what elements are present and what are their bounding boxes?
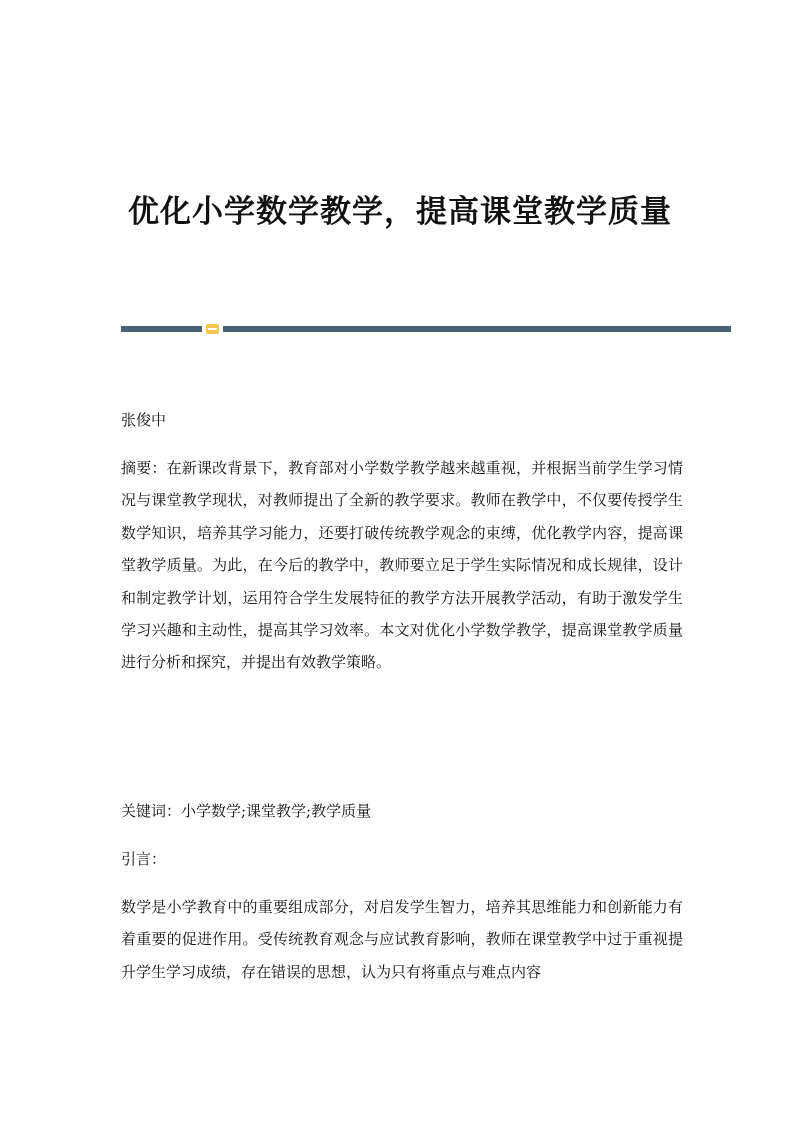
keywords-line: 关键词：小学数学;课堂教学;教学质量 bbox=[121, 802, 372, 820]
intro-paragraph: 数学是小学教育中的重要组成部分，对启发学生智力，培养其思维能力和创新能力有着重要的促进作用。受传统教育观念与应试教育影响，教师在课堂教学中过于重视提升学生学习成绩，存在错误的思想，认为只有将重点与难点内容 bbox=[121, 898, 683, 981]
intro-heading: 引言： bbox=[121, 850, 167, 868]
author-name: 张俊中 bbox=[121, 411, 167, 429]
divider-bar-left bbox=[121, 326, 202, 332]
abstract-paragraph: 摘要：在新课改背景下，教育部对小学数学教学越来越重视，并根据当前学生学习情况与课堂教学现状，对教师提出了全新的教学要求。教师在教学中，不仅要传授学生数学知识，培养其学习能力，还要打破传统教学观念的束缚，优化教学内容，提高课堂教学质量。为此，在今后的教学中，教师要立足于学生实际情况和成长规律，设计和制定教学计划，运用符合学生发展特征的教学方法开展教学活动，有助于激发学生学习兴趣和主动性，提高其学习效率。本文对优化小学数学教学，提高课堂教学质量进行分析和探究，并提出有效教学策略。 bbox=[121, 459, 683, 672]
title-divider bbox=[121, 324, 731, 334]
divider-bar-right bbox=[223, 326, 731, 332]
document-title: 优化小学数学教学，提高课堂教学质量 bbox=[128, 194, 672, 230]
divider-emblem-icon bbox=[206, 324, 219, 334]
